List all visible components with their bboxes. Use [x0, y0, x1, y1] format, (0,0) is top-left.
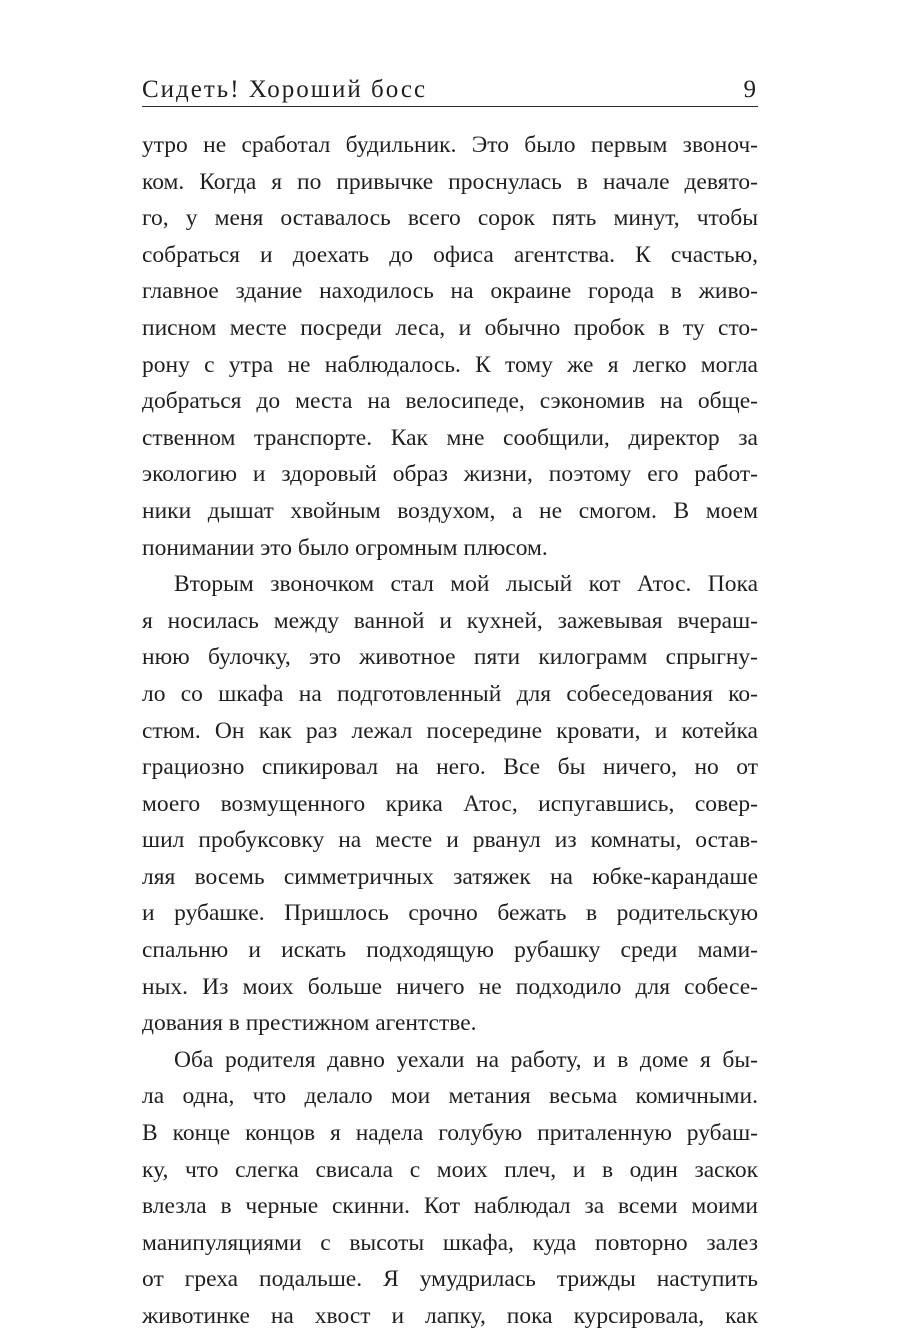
text-line: понимании это было огромным плюсом.: [142, 534, 548, 561]
text-line: ники дышат хвойным воздухом, а не смогом. В моем: [142, 497, 758, 524]
text-line: стюм. Он как раз лежал посередине кровати, и котейка: [142, 717, 758, 744]
text-line: добраться до места на велосипеде, сэкономив на обще-: [142, 388, 758, 415]
text-line: собраться и доехать до офиса агентства. К счастью,: [142, 241, 758, 268]
text-line: ных. Из моих больше ничего не подходило для собесе-: [142, 973, 758, 1000]
text-line: влезла в черные скинни. Кот наблюдал за всеми моими: [142, 1193, 758, 1220]
text-line: и рубашке. Пришлось срочно бежать в родительскую: [142, 900, 758, 927]
text-line: моего возмущенного крика Атос, испугавшись, совер-: [142, 790, 758, 817]
text-line: ку, что слегка свисала с моих плеч, и в один заскок: [142, 1156, 758, 1183]
text-line: животинке на хвост и лапку, пока курсировала, как: [142, 1303, 758, 1329]
running-title: Сидеть! Хороший босс: [142, 76, 428, 103]
text-line: шил пробуксовку на месте и рванул из комнаты, остав-: [142, 827, 758, 854]
text-line: грациозно спикировал на него. Все бы ничего, но от: [142, 754, 758, 781]
text-line: ком. Когда я по привычке проснулась в начале девято-: [142, 168, 758, 195]
page-number: 9: [743, 76, 758, 103]
text-line: ственном транспорте. Как мне сообщили, директор за: [142, 424, 758, 451]
text-line: ла одна, что делало мои метания весьма комичными.: [142, 1083, 758, 1110]
text-line: спальню и искать подходящую рубашку среди мами-: [142, 937, 758, 964]
text-line: от греха подальше. Я умудрилась трижды наступить: [142, 1266, 758, 1293]
body-text: [142, 127, 758, 1335]
text-line: В конце концов я надела голубую приталенную рубаш-: [142, 1120, 758, 1147]
text-line: ляя восемь симметричных затяжек на юбке-карандаше: [142, 863, 758, 890]
text-line: Оба родителя давно уехали на работу, и в доме я бы-: [174, 1046, 758, 1073]
text-line: главное здание находилось на окраине города в живо-: [142, 278, 758, 305]
text-line: нюю булочку, это животное пяти килограмм спрыгну-: [142, 644, 758, 671]
text-line: го, у меня оставалось всего сорок пять минут, чтобы: [142, 205, 758, 232]
text-line: я носилась между ванной и кухней, зажевывая вчераш-: [142, 607, 758, 634]
running-header: [142, 68, 758, 102]
text-line: экологию и здоровый образ жизни, поэтому его работ-: [142, 461, 758, 488]
header-rule: [142, 106, 758, 107]
text-line: утро не сработал будильник. Это было первым звоноч-: [142, 132, 758, 158]
text-line: ло со шкафа на подготовленный для собеседования ко-: [142, 680, 758, 707]
text-line: дования в престижном агентстве.: [142, 1010, 477, 1037]
text-line: манипуляциями с высоты шкафа, куда повторно залез: [142, 1229, 758, 1256]
text-line: писном месте посреди леса, и обычно пробок в ту сто-: [142, 314, 758, 341]
text-line: рону с утра не наблюдалось. К тому же я легко могла: [142, 351, 758, 378]
text-line: Вторым звоночком стал мой лысый кот Атос. Пока: [174, 571, 758, 598]
